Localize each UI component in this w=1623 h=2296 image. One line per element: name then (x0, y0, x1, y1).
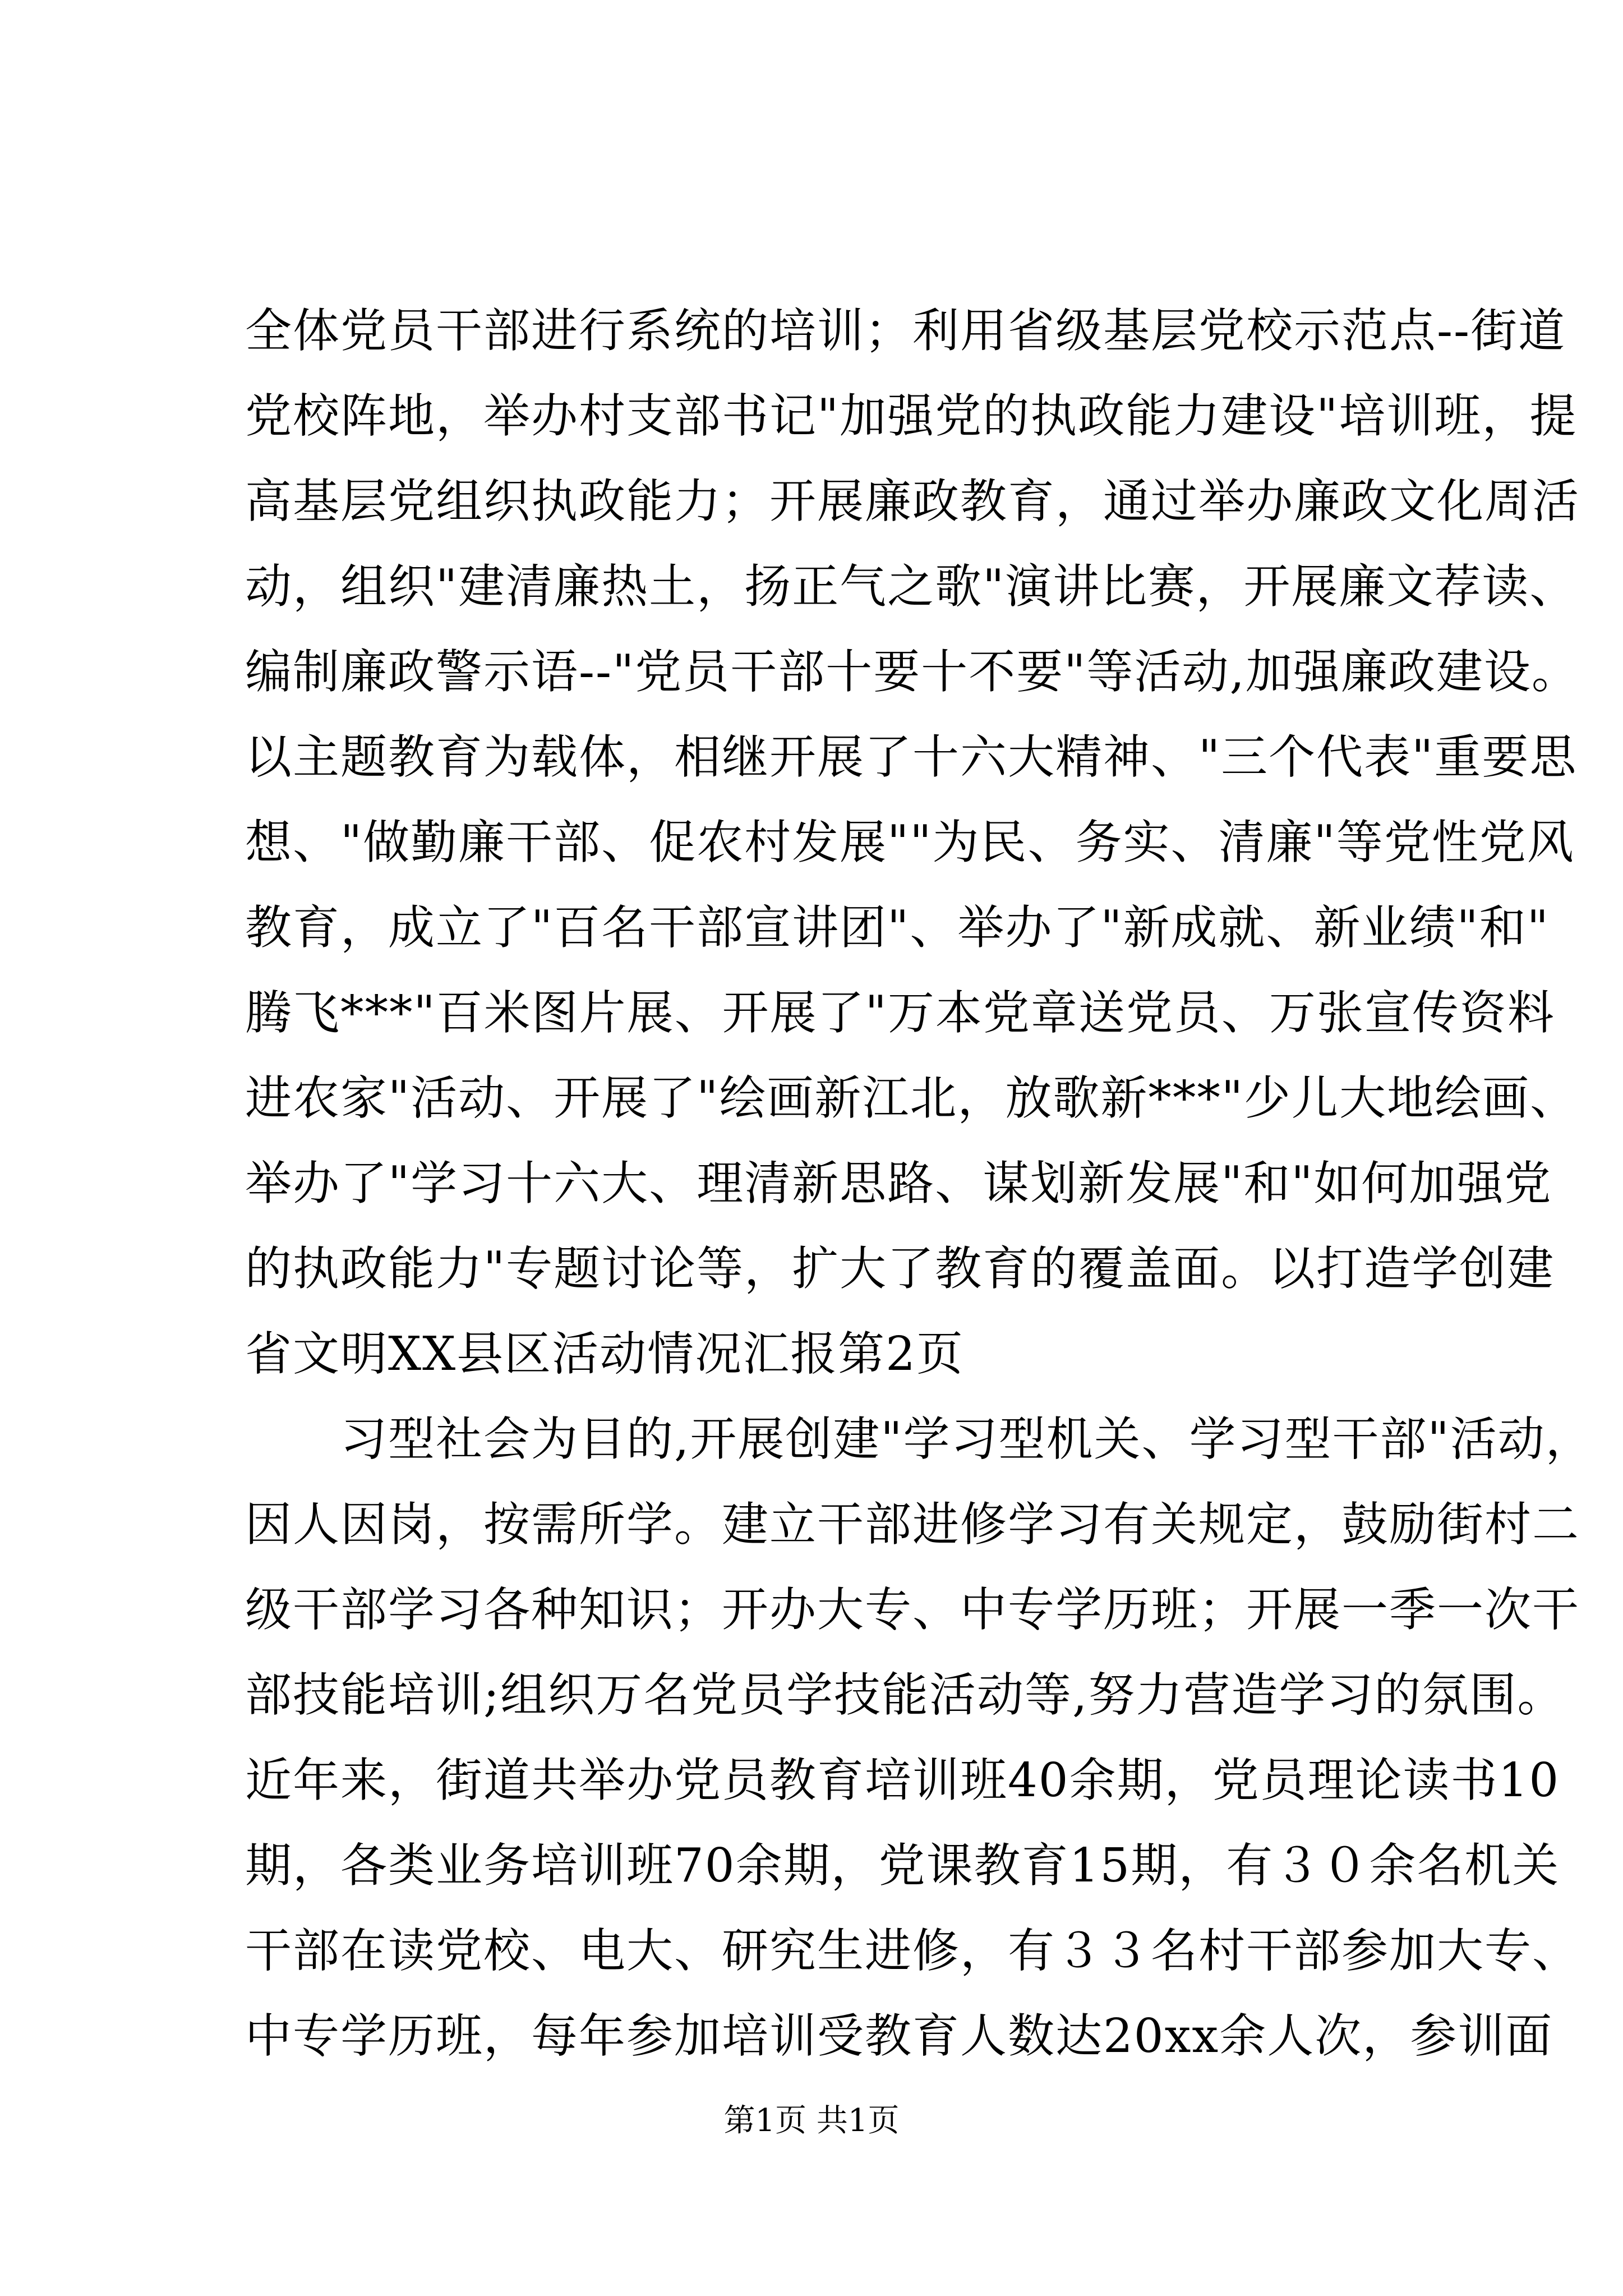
text-line: 的执政能力"专题讨论等，扩大了教育的覆盖面。以打造学创建 (245, 1241, 1555, 1296)
text-line: 因人因岗，按需所学。建立干部进修学习有关规定，鼓励街村二 (245, 1497, 1580, 1552)
text-line: 举办了"学习十六大、理清新思路、谋划新发展"和"如何加强党 (245, 1156, 1552, 1211)
text-line: 干部在读党校、电大、研究生进修，有３３名村干部参加大专、 (245, 1924, 1580, 1978)
text-line: 进农家"活动、开展了"绘画新江北，放歌新***"少儿大地绘画、 (245, 1071, 1578, 1125)
text-line: 部技能培训;组织万名党员学技能活动等,努力营造学习的氛围。 (245, 1668, 1565, 1722)
text-line: 级干部学习各种知识；开办大专、中专学历班；开展一季一次干 (245, 1582, 1580, 1637)
text-line: 习型社会为目的,开展创建"学习型机关、学习型干部"活动， (245, 1412, 1593, 1466)
text-line: 动，组织"建清廉热土，扬正气之歌"演讲比赛，开展廉文荐读、 (245, 559, 1578, 614)
text-line: 腾飞***"百米图片展、开展了"万本党章送党员、万张宣传资料 (245, 986, 1555, 1040)
text-line: 编制廉政警示语--"党员干部十要十不要"等活动,加强廉政建设。 (245, 645, 1579, 699)
text-line: 党校阵地，举办村支部书记"加强党的执政能力建设"培训班，提 (245, 389, 1578, 443)
text-line: 高基层党组织执政能力；开展廉政教育，通过举办廉政文化周活 (245, 474, 1580, 528)
text-line: 想、"做勤廉干部、促农村发展""为民、务实、清廉"等党性党风 (245, 815, 1575, 869)
page-footer (0, 2099, 1623, 2143)
page-number: 第1页 共1页 (723, 2102, 900, 2139)
text-line: 以主题教育为载体，相继开展了十六大精神、"三个代表"重要思 (245, 730, 1578, 784)
text-line: 中专学历班，每年参加培训受教育人数达20xx余人次，参训面 (245, 2009, 1553, 2063)
text-line: 全体党员干部进行系统的培训；利用省级基层党校示范点--街道 (245, 303, 1566, 358)
text-line: 期，各类业务培训班70余期，党课教育15期，有３０余名机关 (245, 1838, 1560, 1893)
text-line: 近年来，街道共举办党员教育培训班40余期，党员理论读书10 (245, 1753, 1560, 1807)
text-line: 教育，成立了"百名干部宣讲团"、举办了"新成就、新业绩"和" (245, 900, 1550, 955)
text-line: 省文明XX县区活动情况汇报第2页 (245, 1327, 964, 1381)
